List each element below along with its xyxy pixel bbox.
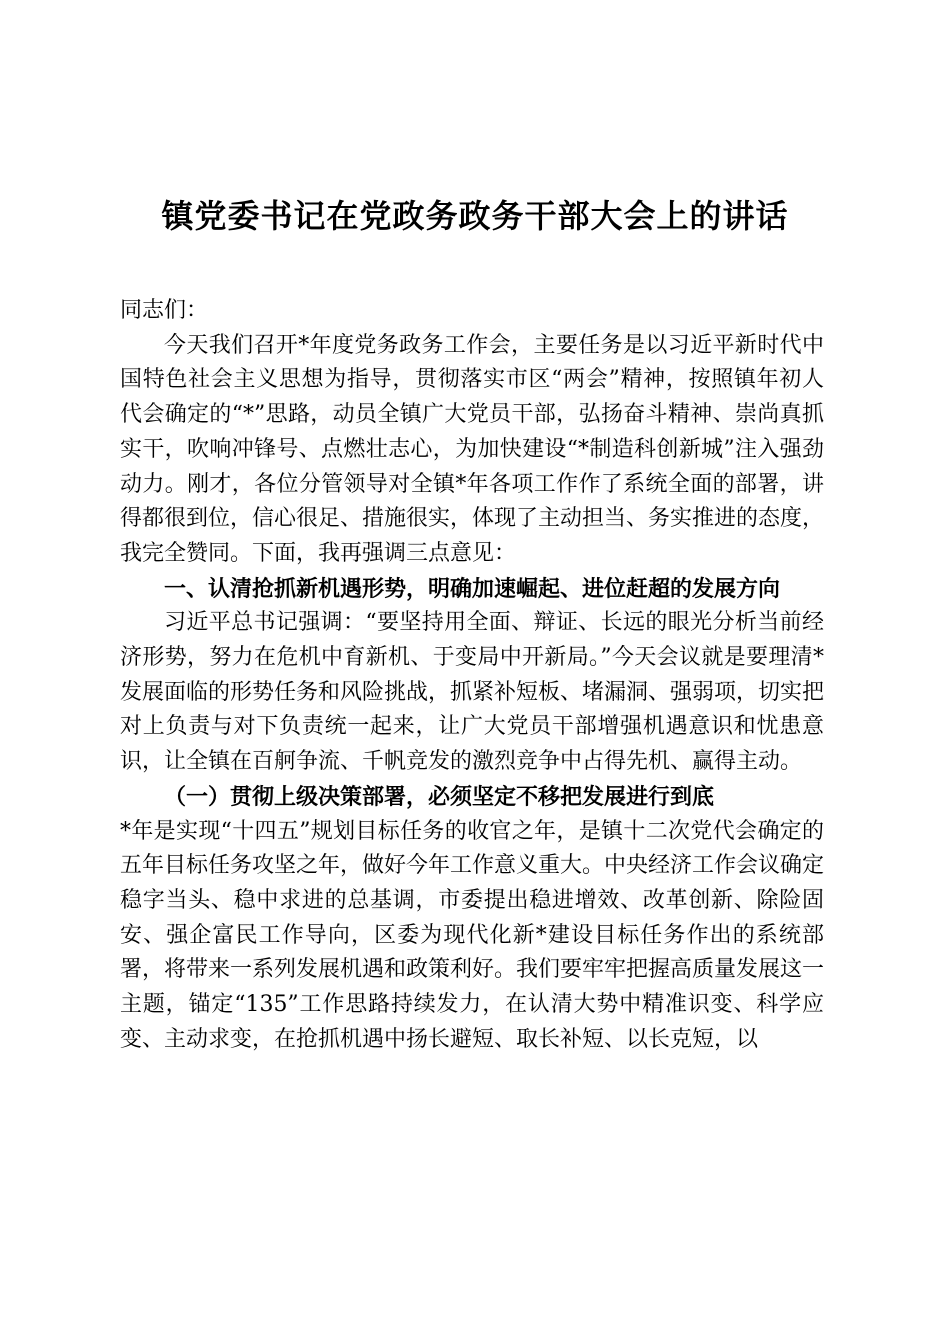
intro-paragraph: 今天我们召开*年度党务政务工作会，主要任务是以习近平新时代中国特色社会主义思想为指导，贯彻落实市区“两会”精神，按照镇年初人代会确定的“*”思路，动员全镇广大党员干部，弘扬奋斗精神、崇尚真抓实干，吹响冲锋号、点燃壮志心，为加快建设“*制造科创新城”注入强劲动力。刚才，各位分管领导对全镇*年各项工作作了系统全面的部署，讲得都很到位，信心很足、措施很实，体现了主动担当、务实推进的态度，我完全赞同。下面，我再强调三点意见： [120,332,825,566]
subsection-heading-1-1: （一）贯彻上级决策部署，必须坚定不移把发展进行到底 [164,783,715,810]
document-title: 镇党委书记在党政务政务干部大会上的讲话 [161,197,789,235]
section-heading-1: 一、认清抢抓新机遇形势，明确加速崛起、进位赶超的发展方向 [164,575,781,602]
salutation: 同志们： [120,298,209,323]
document-body [120,294,824,1057]
subsection-1-1-paragraph: *年是实现“十四五”规划目标任务的收官之年，是镇十二次党代会确定的五年目标任务攻坚之年，做好今年工作意义重大。中央经济工作会议确定稳字当头、稳中求进的总基调，市委提出稳进增效、改革创新、除险固安、强企富民工作导向，区委为现代化新*建设目标任务作出的系统部署，将带来一系列发展机遇和政策利好。我们要牢牢把握高质量发展这一主题，锚定“135”工作思路持续发力，在认清大势中精准识变、科学应变、主动求变，在抢抓机遇中扬长避短、取长补短、以长克短，以 [120,818,825,1052]
quote-paragraph: 习近平总书记强调：“要坚持用全面、辩证、长远的眼光分析当前经济形势，努力在危机中育新机、于变局中开新局。”今天会议就是要理清*发展面临的形势任务和风险挑战，抓紧补短板、堵漏洞、强弱项，切实把对上负责与对下负责统一起来，让广大党员干部增强机遇意识和忧患意识，让全镇在百舸争流、千帆竞发的激烈竞争中占得先机、赢得主动。 [120,610,825,775]
